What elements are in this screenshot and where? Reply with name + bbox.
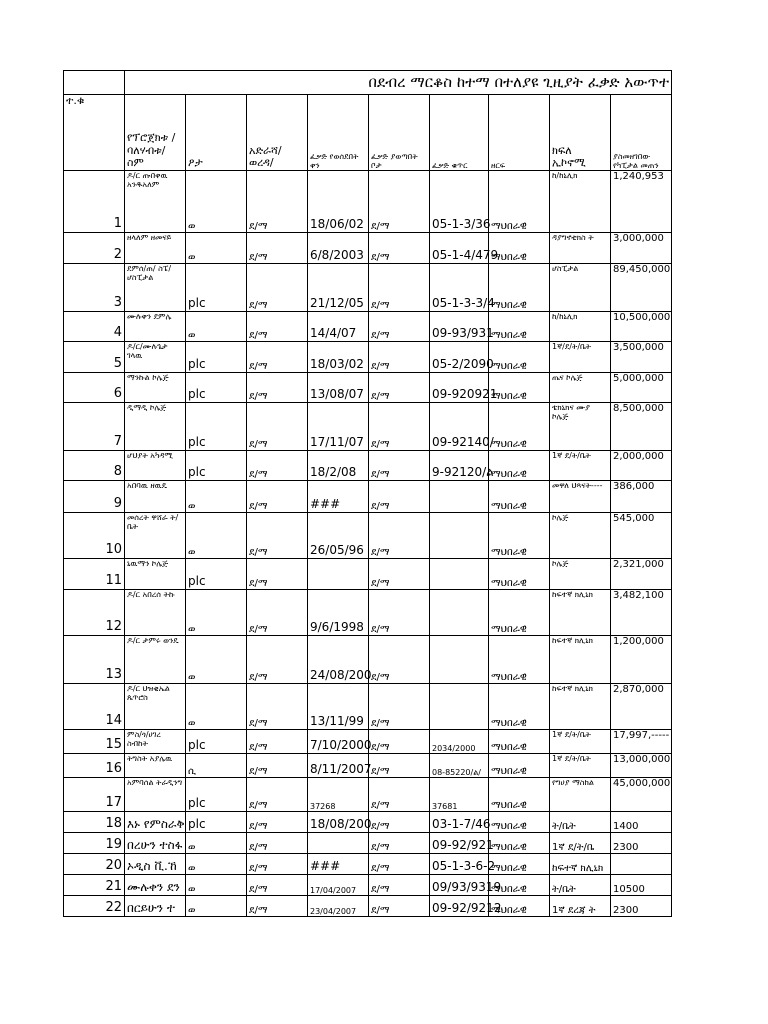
row-number-cell: 21 — [64, 875, 125, 896]
category-cell: ማህበራዊ — [489, 451, 550, 481]
table-row — [64, 812, 672, 833]
project-name-cell: አምባሰል ትራዲንግ — [125, 778, 186, 812]
address-cell: ደ/ማ — [247, 590, 308, 636]
address-cell: ደ/ማ — [247, 451, 308, 481]
category-cell: ማህበራዊ — [489, 854, 550, 875]
sub-sector-cell: ዳያግኖቲክስ ት — [550, 233, 611, 264]
sub-sector-cell: ት/ቤት — [550, 875, 611, 896]
capital-cell: 2,321,000 — [611, 559, 672, 590]
category-cell: ማህበራዊ — [489, 812, 550, 833]
project-name-cell: እኑ የምስራቅ — [125, 812, 186, 833]
address-cell: ደ/ማ — [247, 312, 308, 342]
place-issued-cell: ደ/ማ — [369, 754, 430, 778]
type-cell: plc — [186, 451, 247, 481]
row-number-cell: 18 — [64, 812, 125, 833]
address-cell: ደ/ማ — [247, 233, 308, 264]
license-number-cell: 09-920921 — [430, 373, 489, 403]
capital-cell: 10500 — [611, 875, 672, 896]
sheet-title: በደብረ ማርቆስ ከተማ በተለያዩ ጊዚያት ፈቃድ አውጥተ — [125, 71, 672, 95]
type-cell: ወ — [186, 684, 247, 730]
project-name-cell: ሙሉቀን ደን — [125, 875, 186, 896]
table-row — [64, 896, 672, 917]
sub-sector-header: ክፍለ ኢኮኖሚ — [550, 95, 611, 171]
date-taken-cell: 18/03/02 — [308, 342, 369, 373]
address-cell: ደ/ማ — [247, 896, 308, 917]
place-issued-cell: ደ/ማ — [369, 312, 430, 342]
project-name-cell: ማንኩል ኮሌጅ — [125, 373, 186, 403]
sub-sector-cell: ከፍተኛ ክሊኒክ — [550, 636, 611, 684]
table-row — [64, 875, 672, 896]
project-name-cell: ደምሰ/ጠ/ ስፔ/ሆስፒታል — [125, 264, 186, 312]
category-cell: ማህበራዊ — [489, 312, 550, 342]
place-issued-cell: ደ/ማ — [369, 833, 430, 854]
row-number-cell: 13 — [64, 636, 125, 684]
date-taken-cell: 14/4/07 — [308, 312, 369, 342]
capital-cell: 3,000,000 — [611, 233, 672, 264]
license-number-cell: 09-93/931 — [430, 312, 489, 342]
row-number-cell: 14 — [64, 684, 125, 730]
project-name-cell: ኒዉማን ኮሌጅ — [125, 559, 186, 590]
category-cell: ማህበራዊ — [489, 559, 550, 590]
license-number-cell: 05-1-3-3/4 — [430, 264, 489, 312]
place-issued-cell: ደ/ማ — [369, 342, 430, 373]
row-number-cell: 15 — [64, 730, 125, 754]
row-number-cell: 1 — [64, 171, 125, 233]
type-cell: ወ — [186, 233, 247, 264]
license-number-cell — [430, 559, 489, 590]
date-taken-cell: 17/11/07 — [308, 403, 369, 451]
project-name-cell: አበባዉ ዘዉዴ — [125, 481, 186, 513]
date-taken-cell: 18/06/02 — [308, 171, 369, 233]
category-cell: ማህበራዊ — [489, 684, 550, 730]
license-number-cell — [430, 684, 489, 730]
category-cell: ማህበራዊ — [489, 171, 550, 233]
category-cell: ማህበራዊ — [489, 403, 550, 451]
sub-sector-cell: ኮሌጅ — [550, 559, 611, 590]
date-taken-cell: 37268 — [308, 778, 369, 812]
table-body — [64, 71, 672, 917]
table-row — [64, 730, 672, 754]
place-issued-cell: ደ/ማ — [369, 590, 430, 636]
title-row — [64, 71, 672, 95]
date-taken-header: ፈቃድ የወሰደበት ቀን — [308, 95, 369, 171]
date-taken-cell: 18/08/200 — [308, 812, 369, 833]
row-number-cell: 7 — [64, 403, 125, 451]
capital-cell: 89,450,000 — [611, 264, 672, 312]
date-taken-cell — [308, 833, 369, 854]
sub-sector-cell: ሆስፒታል — [550, 264, 611, 312]
project-name-cell: ዶ/ር ህዝቂኤል ጴጥሮስ — [125, 684, 186, 730]
place-issued-cell: ደ/ማ — [369, 373, 430, 403]
place-issued-cell: ደ/ማ — [369, 513, 430, 559]
table-row — [64, 233, 672, 264]
license-number-cell: 05-1-4/479 — [430, 233, 489, 264]
project-name-cell: ዶ/ር ታምሩ ወንዴ — [125, 636, 186, 684]
place-issued-cell: ደ/ማ — [369, 778, 430, 812]
type-cell: plc — [186, 778, 247, 812]
category-cell: ማህበራዊ — [489, 730, 550, 754]
category-cell: ማህበራዊ — [489, 481, 550, 513]
row-number-cell: 2 — [64, 233, 125, 264]
date-taken-cell: ### — [308, 481, 369, 513]
table-row — [64, 833, 672, 854]
license-number-cell — [430, 590, 489, 636]
sub-sector-cell: ጤና ኮሌጅ — [550, 373, 611, 403]
type-header: ዖታ — [186, 95, 247, 171]
type-cell: ወ — [186, 636, 247, 684]
row-number-cell: 19 — [64, 833, 125, 854]
license-number-cell: 08-85220/ል/ — [430, 754, 489, 778]
sub-sector-cell: ከ/ከኒሊክ — [550, 171, 611, 233]
license-number-cell — [430, 481, 489, 513]
address-cell: ደ/ማ — [247, 730, 308, 754]
type-cell: plc — [186, 373, 247, 403]
category-cell: ማህበራዊ — [489, 373, 550, 403]
project-name-cell: ሆህያት አካዳሚ — [125, 451, 186, 481]
date-taken-cell: 24/08/200 — [308, 636, 369, 684]
address-cell: ደ/ማ — [247, 373, 308, 403]
type-cell: ሲ — [186, 754, 247, 778]
sub-sector-cell: 1ኛ ደ/ት/ቤት — [550, 451, 611, 481]
table-row — [64, 312, 672, 342]
type-cell: plc — [186, 403, 247, 451]
header-row — [64, 95, 672, 171]
place-issued-cell: ደ/ማ — [369, 403, 430, 451]
address-cell: ደ/ማ — [247, 636, 308, 684]
place-issued-cell: ደ/ማ — [369, 875, 430, 896]
capital-cell — [611, 854, 672, 875]
capital-cell: 2,870,000 — [611, 684, 672, 730]
table-row — [64, 636, 672, 684]
sub-sector-cell: 1ኛ/ደ/ት/ቤት — [550, 342, 611, 373]
address-cell: ደ/ማ — [247, 481, 308, 513]
license-number-cell: 09/93/9319 — [430, 875, 489, 896]
row-number-cell: 17 — [64, 778, 125, 812]
category-cell: ማህበራዊ — [489, 754, 550, 778]
sub-sector-cell: ከፍተኛ ክሊኒክ — [550, 684, 611, 730]
place-issued-cell: ደ/ማ — [369, 451, 430, 481]
place-issued-cell: ደ/ማ — [369, 264, 430, 312]
capital-header: ያስመዘገበው የካፒታል መጠን — [611, 95, 672, 171]
table-row — [64, 559, 672, 590]
project-name-cell: ዘላለም ዘመናይ — [125, 233, 186, 264]
table-row — [64, 778, 672, 812]
place-issued-cell: ደ/ማ — [369, 233, 430, 264]
table-row — [64, 684, 672, 730]
project-name-cell: ዶ/ር አበረሰ ትኩ — [125, 590, 186, 636]
place-issued-cell: ደ/ማ — [369, 636, 430, 684]
address-cell: ደ/ማ — [247, 684, 308, 730]
address-cell: ደ/ማ — [247, 778, 308, 812]
capital-cell: 545,000 — [611, 513, 672, 559]
license-number-cell: 09-92140/ — [430, 403, 489, 451]
table-row — [64, 451, 672, 481]
project-name-cell: መሰረት ዋሸራ ት/ቤት — [125, 513, 186, 559]
blank-corner-cell — [64, 71, 125, 95]
row-number-cell: 5 — [64, 342, 125, 373]
date-taken-cell: 6/8/2003 — [308, 233, 369, 264]
sub-sector-cell: ከፍተኛ ክሊኒክ — [550, 590, 611, 636]
date-taken-cell: 18/2/08 — [308, 451, 369, 481]
sub-sector-cell: 1ኛ ደ/ት/ቤት — [550, 730, 611, 754]
row-number-cell: 6 — [64, 373, 125, 403]
type-cell: ወ — [186, 513, 247, 559]
table-row — [64, 264, 672, 312]
capital-cell: 10,500,000 — [611, 312, 672, 342]
sub-sector-cell: 1ኛ ደ/ት/ቤ — [550, 833, 611, 854]
category-cell: ማህበራዊ — [489, 264, 550, 312]
capital-cell: 3,482,100 — [611, 590, 672, 636]
category-header: ዘርፍ — [489, 95, 550, 171]
table-row — [64, 403, 672, 451]
license-number-cell: 37681 — [430, 778, 489, 812]
type-cell: ወ — [186, 833, 247, 854]
capital-cell: 2,000,000 — [611, 451, 672, 481]
address-cell: ደ/ማ — [247, 403, 308, 451]
date-taken-cell: 17/04/2007 — [308, 875, 369, 896]
row-number-cell: 20 — [64, 854, 125, 875]
capital-cell: 1400 — [611, 812, 672, 833]
type-cell: ወ — [186, 590, 247, 636]
row-number-cell: 9 — [64, 481, 125, 513]
project-name-cell: ምስ/ጎ/ሀገረ ስብከት — [125, 730, 186, 754]
address-cell: ደ/ማ — [247, 171, 308, 233]
capital-cell: 17,997,----- — [611, 730, 672, 754]
license-number-cell: 09-92/921 — [430, 833, 489, 854]
table-row — [64, 171, 672, 233]
type-cell: plc — [186, 812, 247, 833]
project-name-header: የፕሮጀክቱ /ባለሃብቱ/ ስም — [125, 95, 186, 171]
date-taken-cell: 8/11/2007 — [308, 754, 369, 778]
row-number-cell: 12 — [64, 590, 125, 636]
project-name-cell: በረሁን ተስፋ — [125, 833, 186, 854]
category-cell: ማህበራዊ — [489, 590, 550, 636]
place-issued-cell: ደ/ማ — [369, 171, 430, 233]
project-name-cell: ሙሉቀን ደምሌ — [125, 312, 186, 342]
address-header: አድራሻ/ ወረዳ/ — [247, 95, 308, 171]
date-taken-cell: 13/11/99 — [308, 684, 369, 730]
project-name-cell: ኦዲስ ቪ.ኸ — [125, 854, 186, 875]
date-taken-cell: 7/10/2000 — [308, 730, 369, 754]
table-row — [64, 754, 672, 778]
date-taken-cell: 9/6/1998 — [308, 590, 369, 636]
sub-sector-cell: ኮሌጅ — [550, 513, 611, 559]
license-number-cell: 09-92/9212 — [430, 896, 489, 917]
capital-cell: 2300 — [611, 896, 672, 917]
date-taken-cell — [308, 559, 369, 590]
type-cell: plc — [186, 342, 247, 373]
place-issued-cell: ደ/ማ — [369, 812, 430, 833]
row-number-cell: 16 — [64, 754, 125, 778]
license-number-cell: 9-92120/ል — [430, 451, 489, 481]
capital-cell: 13,000,000 — [611, 754, 672, 778]
license-number-cell: 05-2/2090 — [430, 342, 489, 373]
address-cell: ደ/ማ — [247, 875, 308, 896]
date-taken-cell: 26/05/96 — [308, 513, 369, 559]
type-cell: plc — [186, 559, 247, 590]
sub-sector-cell: ት/ቤት — [550, 812, 611, 833]
place-issued-cell: ደ/ማ — [369, 896, 430, 917]
project-name-cell: ዶ/ር/ሙሉጌታ ገላዉ — [125, 342, 186, 373]
license-number-cell: 05-1-3/36 — [430, 171, 489, 233]
date-taken-cell: 13/08/07 — [308, 373, 369, 403]
capital-cell: 386,000 — [611, 481, 672, 513]
sub-sector-cell: መዋለ ህጻናት---- — [550, 481, 611, 513]
address-cell: ደ/ማ — [247, 264, 308, 312]
type-cell: ወ — [186, 312, 247, 342]
type-cell: plc — [186, 730, 247, 754]
capital-cell: 2300 — [611, 833, 672, 854]
type-cell: ወ — [186, 481, 247, 513]
category-cell: ማህበራዊ — [489, 875, 550, 896]
capital-cell: 1,200,000 — [611, 636, 672, 684]
date-taken-cell: 23/04/2007 — [308, 896, 369, 917]
place-issued-header: ፈቃድ ያወጣበት ቦታ — [369, 95, 430, 171]
row-number-cell: 10 — [64, 513, 125, 559]
project-name-cell: ትግስት አያሌዉ — [125, 754, 186, 778]
address-cell: ደ/ማ — [247, 513, 308, 559]
type-cell: ወ — [186, 171, 247, 233]
address-cell: ደ/ማ — [247, 754, 308, 778]
place-issued-cell: ደ/ማ — [369, 559, 430, 590]
project-name-cell: በርይሁን ተ — [125, 896, 186, 917]
address-cell: ደ/ማ — [247, 342, 308, 373]
type-cell: ወ — [186, 875, 247, 896]
category-cell: ማህበራዊ — [489, 513, 550, 559]
license-number-cell: 05-1-3-6-2 — [430, 854, 489, 875]
capital-cell: 45,000,000 — [611, 778, 672, 812]
address-cell: ደ/ማ — [247, 833, 308, 854]
place-issued-cell: ደ/ማ — [369, 481, 430, 513]
license-number-header: ፈቃድ ቁጥር — [430, 95, 489, 171]
capital-cell: 5,000,000 — [611, 373, 672, 403]
table-row — [64, 854, 672, 875]
category-cell: ማህበራዊ — [489, 778, 550, 812]
category-cell: ማህበራዊ — [489, 636, 550, 684]
sub-sector-cell: የግሀያ ማስከል — [550, 778, 611, 812]
category-cell: ማህበራዊ — [489, 342, 550, 373]
table-row — [64, 481, 672, 513]
table-row — [64, 373, 672, 403]
address-cell: ደ/ማ — [247, 559, 308, 590]
type-cell: plc — [186, 264, 247, 312]
row-number-cell: 22 — [64, 896, 125, 917]
sub-sector-cell: 1ኛ ደረጃ ት — [550, 896, 611, 917]
capital-cell: 3,500,000 — [611, 342, 672, 373]
project-name-cell: ዲማዲ ኮሌጅ — [125, 403, 186, 451]
row-number-cell: 8 — [64, 451, 125, 481]
date-taken-cell: ### — [308, 854, 369, 875]
category-cell: ማህበራዊ — [489, 896, 550, 917]
license-number-cell — [430, 513, 489, 559]
table-row — [64, 590, 672, 636]
type-cell: ወ — [186, 854, 247, 875]
date-taken-cell: 21/12/05 — [308, 264, 369, 312]
capital-cell: 8,500,000 — [611, 403, 672, 451]
place-issued-cell: ደ/ማ — [369, 730, 430, 754]
type-cell: ወ — [186, 896, 247, 917]
sub-sector-cell: ቴክኒክና ሙያ ኮሌጅ — [550, 403, 611, 451]
row-number-cell: 4 — [64, 312, 125, 342]
place-issued-cell: ደ/ማ — [369, 854, 430, 875]
row-number-cell: 3 — [64, 264, 125, 312]
license-number-cell — [430, 636, 489, 684]
sub-sector-cell: ከፍተኛ ክሊኒክ — [550, 854, 611, 875]
license-number-cell: 2034/2000 — [430, 730, 489, 754]
sub-sector-cell: ከ/ከኒሊክ — [550, 312, 611, 342]
row-number-header: ተ.ቁ — [64, 95, 125, 171]
address-cell: ደ/ማ — [247, 812, 308, 833]
place-issued-cell: ደ/ማ — [369, 684, 430, 730]
category-cell: ማህበራዊ — [489, 833, 550, 854]
table-row — [64, 513, 672, 559]
capital-cell: 1,240,953 — [611, 171, 672, 233]
category-cell: ማህበራዊ — [489, 233, 550, 264]
license-table — [63, 70, 672, 917]
address-cell: ደ/ማ — [247, 854, 308, 875]
row-number-cell: 11 — [64, 559, 125, 590]
project-name-cell: ዶ/ር ጡበቀዉ አንዱአለም — [125, 171, 186, 233]
sub-sector-cell: 1ኛ ደ/ት/ቤት — [550, 754, 611, 778]
table-row — [64, 342, 672, 373]
license-number-cell: 03-1-7/46 — [430, 812, 489, 833]
